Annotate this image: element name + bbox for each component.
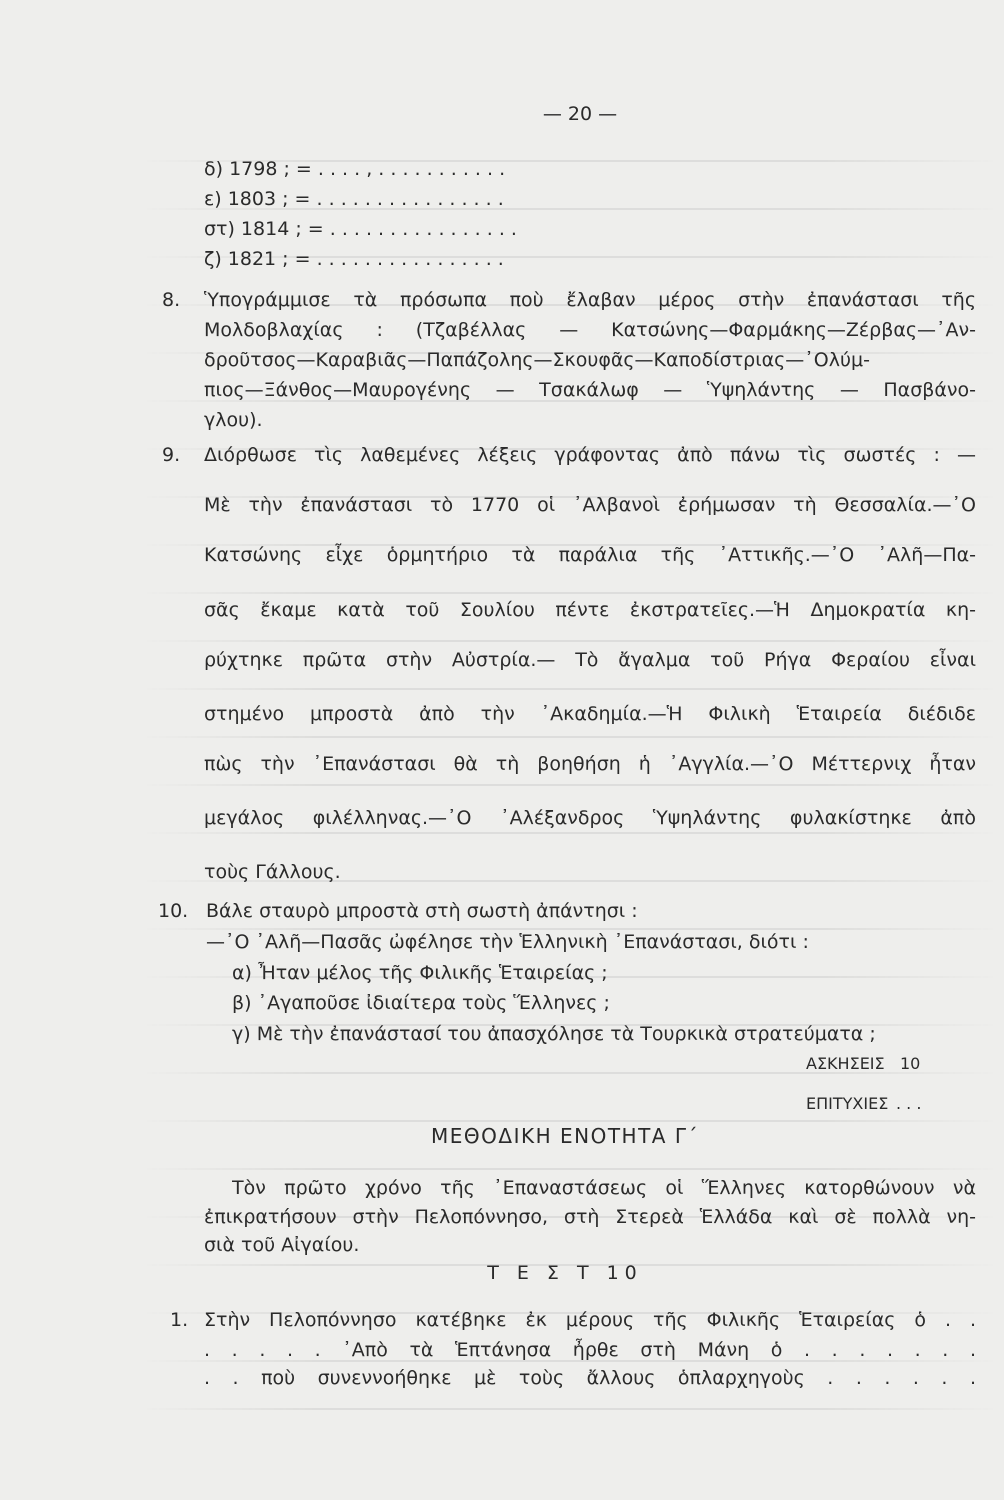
answer-option-b: β) ᾿Αγαποῦσε ἰδιαίτερα τοὺς Ἕλληνες ; (232, 992, 610, 1014)
question-10-number: 10. (158, 900, 189, 922)
test-question-1-line: Στὴν Πελοπόννησο κατέβηκε ἐκ μέρους τῆς Φιλικῆς Ἑταιρείας ὁ . . (204, 1309, 976, 1331)
date-item: δ) 1798 ; = . . . . , . . . . . . . . . . . (204, 158, 506, 180)
successes-value: . . . (896, 1094, 922, 1113)
question-8-line: γλου). (204, 409, 263, 431)
exercises-label: ΑΣΚΗΣΕΙΣ (806, 1054, 885, 1073)
question-9-line: στημένο μπροστὰ ἀπὸ τὴν ᾿Ακαδημία.—Ἡ Φιλικὴ Ἑταιρεία διέδιδε (204, 703, 976, 725)
question-9-line: Μὲ τὴν ἐπανάστασι τὸ 1770 οἱ ᾿Αλβανοὶ ἐρήμωσαν τὴ Θεσσαλία.—᾿Ο (204, 494, 976, 516)
question-9-line: πὼς τὴν ᾿Επανάστασι θὰ τὴ βοηθήση ἡ ᾿Αγγλία.—᾿Ο Μέττερνιχ ἦταν (204, 753, 976, 775)
date-item: ε) 1803 ; = . . . . . . . . . . . . . . . . (204, 188, 504, 210)
question-9-line: Κατσώνης εἶχε ὁρμητήριο τὰ παράλια τῆς ᾿Αττικῆς.—᾿Ο ᾿Αλῆ—Πα- (204, 544, 976, 566)
question-9-line: μεγάλος φιλέλληνας.—᾿Ο ᾿Αλέξανδρος Ὑψηλάντης φυλακίστηκε ἀπὸ (204, 807, 976, 829)
test-question-1-line: . . . . . ᾿Απὸ τὰ Ἑπτάνησα ἦρθε στὴ Μάνη ὁ . . . . . . . (204, 1339, 976, 1361)
test-question-1-line: . . ποὺ συνεννοήθηκε μὲ τοὺς ἄλλους ὁπλαρχηγοὺς . . . . . . (204, 1367, 976, 1389)
question-8-number: 8. (162, 289, 181, 311)
paragraph-line: Τὸν πρῶτο χρόνο τῆς ᾿Επαναστάσεως οἱ Ἕλληνες κατορθώνουν νὰ (232, 1177, 976, 1199)
question-8-line: Ὑπογράμμισε τὰ πρόσωπα ποὺ ἔλαβαν μέρος στὴν ἐπανάστασι τῆς (204, 289, 976, 311)
question-10-prompt: —᾿Ο ᾿Αλῆ—Πασᾶς ὠφέλησε τὴν Ἑλληνικὴ ᾿Επανάστασι, διότι : (206, 931, 809, 953)
question-9-number: 9. (162, 444, 181, 466)
date-item: στ) 1814 ; = . . . . . . . . . . . . . . . . (204, 218, 517, 240)
question-9-line: Διόρθωσε τὶς λαθεμένες λέξεις γράφοντας ἀπὸ πάνω τὶς σωστές : — (204, 444, 976, 466)
answer-option-a: α) Ἦταν μέλος τῆς Φιλικῆς Ἑταιρείας ; (232, 962, 608, 984)
question-8-line: πιος—Ξάνθος—Μαυρογένης — Τσακάλωφ — Ὑψηλάντης — Πασβάνο- (204, 379, 976, 401)
section-heading: ΜΕΘΟΔΙΚΗ ΕΝΟΤΗΤΑ Γ΄ (431, 1124, 699, 1148)
question-9-line: τοὺς Γάλλους. (204, 861, 341, 883)
paragraph-line: ἐπικρατήσουν στὴν Πελοπόννησο, στὴ Στερεὰ Ἑλλάδα καὶ σὲ πολλὰ νη- (204, 1206, 976, 1228)
exercises-value: 10 (900, 1054, 921, 1073)
question-8-line: δροῦτσος—Καραβιᾶς—Παπάζολης—Σκουφᾶς—Καποδίστριας—᾿Ολύμ- (204, 349, 870, 371)
test-heading: Τ Ε Σ Τ 10 (487, 1262, 643, 1284)
question-8-line: Μολδοβλαχίας : (Τζαβέλλας — Κατσώνης—Φαρμάκης—Ζέρβας—᾿Αν- (204, 319, 976, 341)
question-10-intro: Βάλε σταυρὸ μπροστὰ στὴ σωστὴ ἀπάντησι : (206, 900, 638, 922)
page-number: — 20 — (542, 103, 618, 125)
test-question-1-number: 1. (170, 1309, 189, 1331)
date-item: ζ) 1821 ; = . . . . . . . . . . . . . . . . (204, 248, 504, 270)
question-9-line: ρύχτηκε πρῶτα στὴν Αὐστρία.— Τὸ ἄγαλμα τοῦ Ρήγα Φεραίου εἶναι (204, 649, 976, 671)
answer-option-c: γ) Μὲ τὴν ἐπανάστασί του ἀπασχόλησε τὰ Τουρκικὰ στρατεύματα ; (232, 1023, 876, 1045)
successes-label: ΕΠΙΤΥΧΙΕΣ (806, 1094, 889, 1113)
paragraph-line: σιὰ τοῦ Αἰγαίου. (204, 1234, 360, 1256)
question-9-line: σᾶς ἔκαμε κατὰ τοῦ Σουλίου πέντε ἐκστρατεῖες.—Ἡ Δημοκρατία κη- (204, 599, 976, 621)
